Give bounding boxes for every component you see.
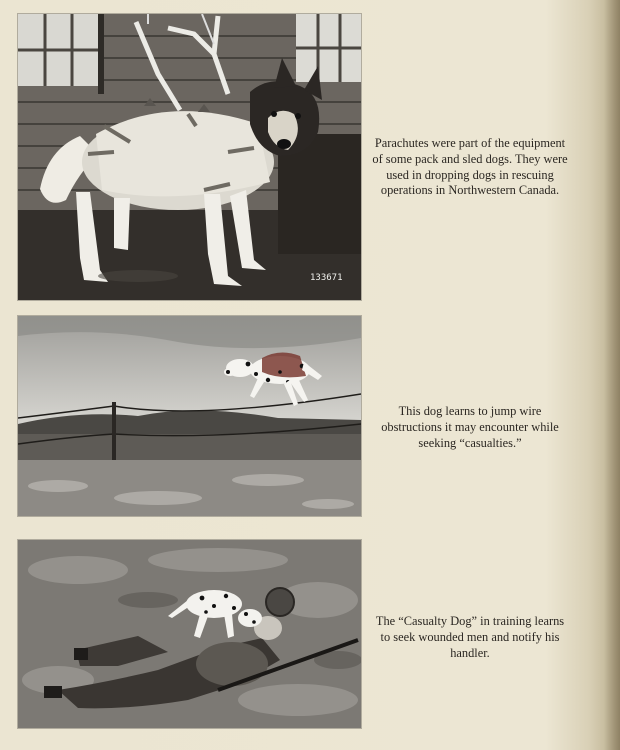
- parachute-dog-photo: [18, 14, 361, 300]
- caption-parachute-dogs: Parachutes were part of the equipment of some pack and sled dogs. They were used in dropping dogs in rescuing operations in Northwestern Canada.: [372, 136, 568, 198]
- caption-casualty-dog: The “Casualty Dog” in training learns to seek wounded men and notify his handler.: [375, 614, 565, 660]
- jumping-dog-photo: [18, 316, 361, 516]
- negative-number: 133671: [310, 273, 343, 283]
- casualty-dog-photo: [18, 540, 361, 728]
- page-edge-shadow: [604, 0, 620, 750]
- caption-wire-jump: This dog learns to jump wire obstructions it may encounter while seeking “casualties.”: [381, 404, 559, 450]
